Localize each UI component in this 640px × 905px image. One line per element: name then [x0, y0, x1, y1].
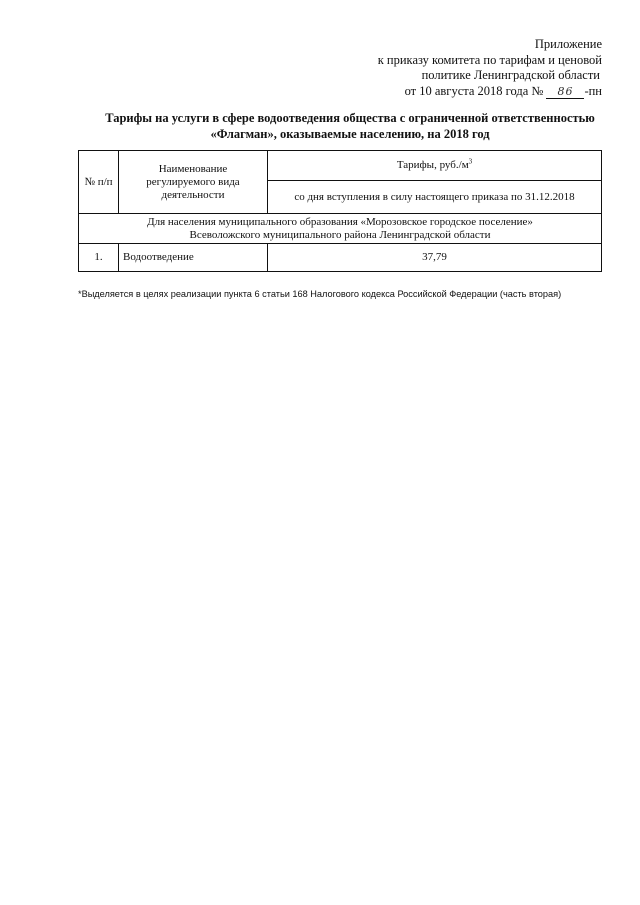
appendix-line-4 — [378, 84, 602, 100]
header-num: № п/п — [79, 151, 119, 214]
row-value: 37,79 — [268, 244, 602, 272]
header-name: Наименование регулируемого вида деятельности — [119, 151, 268, 214]
row-num: 1. — [79, 244, 119, 272]
appendix-line-2: к приказу комитета по тарифам и ценовой — [377, 52, 602, 67]
order-number: 86 — [546, 86, 584, 99]
table-row — [79, 244, 602, 272]
appendix-line-3: политике Ленинградской области — [421, 68, 600, 82]
order-suffix: -пн — [584, 83, 602, 98]
header-tariff-sup: 3 — [468, 157, 473, 166]
header-period: со дня вступления в силу настоящего приказа по 31.12.2018 — [268, 181, 602, 214]
appendix-header — [378, 37, 602, 99]
document-title — [60, 111, 640, 142]
tariff-table — [78, 150, 602, 272]
appendix-line-1: Приложение — [534, 37, 602, 51]
row-name: Водоотведение — [119, 244, 268, 272]
order-date: от 10 августа 2018 года № — [404, 83, 544, 98]
group-header — [79, 214, 602, 244]
title-line-1: Тарифы на услуги в сфере водоотведения общества с ограниченной ответственностью — [105, 111, 595, 125]
header-tariff-label: Тарифы, руб./м — [396, 159, 469, 171]
title-line-2: «Флагман», оказываемые населению, на 2018 год — [210, 126, 490, 141]
footnote: *Выделяется в целях реализации пункта 6 статьи 168 Налогового кодекса Российской Федерации (часть вторая) — [78, 289, 562, 299]
header-tariff — [268, 151, 602, 181]
group-line-2: Всеволожского муниципального района Ленинградской области — [189, 228, 491, 241]
group-line-1: Для населения муниципального образования «Морозовское городское поселение» — [147, 215, 533, 228]
